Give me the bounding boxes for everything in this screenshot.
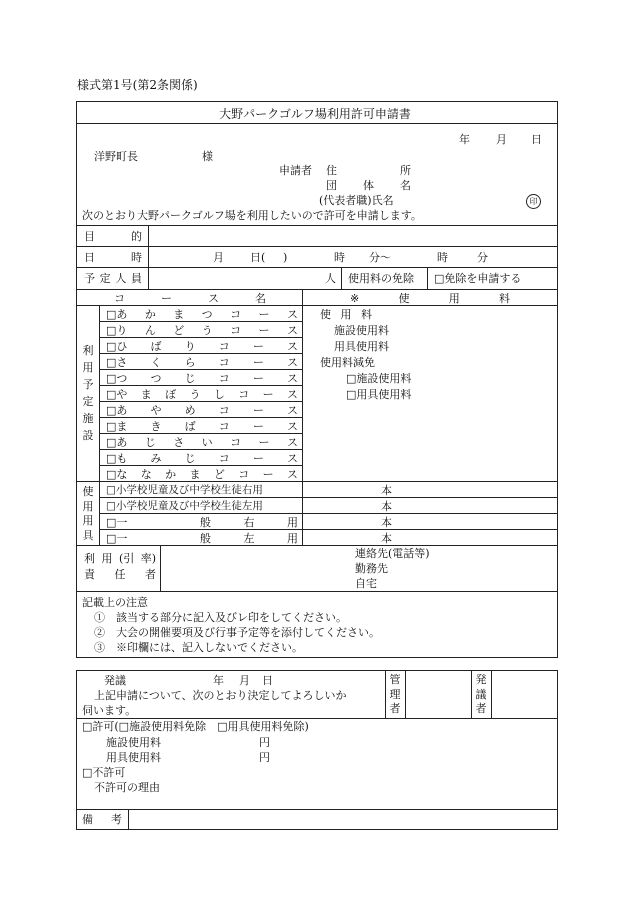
equipment-qty: 本 — [381, 532, 392, 545]
contact-label: 連絡先(電話等) — [355, 547, 430, 560]
deny-reason-label: 不許可の理由 — [94, 781, 160, 794]
course-option[interactable]: □さ く ら コ ー ス — [106, 356, 298, 369]
date-day: 日 — [531, 133, 542, 146]
seal-mark: 印 — [526, 194, 541, 209]
permit-equipment-fee-yen: 円 — [259, 751, 270, 764]
dt-hour-end: 時 — [437, 251, 448, 264]
course-option[interactable]: □ま き ば コ ー ス — [106, 420, 298, 433]
date-year: 年 — [459, 133, 470, 146]
dt-minute-end: 分 — [477, 251, 488, 264]
workplace-label: 勤務先 — [355, 562, 388, 575]
proposer-label: 発 議 者 — [475, 673, 487, 715]
draft-year: 年 — [213, 674, 224, 687]
form-number: 様式第1号(第2条関係) — [77, 78, 198, 92]
purpose-label: 目 的 — [84, 230, 142, 243]
fee-reduction-label: 使用料減免 — [320, 356, 375, 369]
date-month: 月 — [496, 133, 507, 146]
reduction-facility-checkbox[interactable]: □施設使用料 — [346, 372, 412, 385]
fee-header: ※ 使 用 料 — [350, 292, 510, 305]
course-option[interactable]: □り ん ど う コ ー ス — [106, 324, 298, 337]
exemption-request-checkbox[interactable]: □免除を申請する — [434, 272, 522, 285]
equipment-qty: 本 — [381, 500, 392, 513]
decision-request-line1: 上記申請について、次のとおり決定してよろしいか — [94, 689, 347, 702]
fee-facility-label: 施設使用料 — [334, 324, 389, 337]
equipment-general-right-label: 般 右 用 — [200, 516, 298, 529]
course-option[interactable]: □な な か ま ど コ ー ス — [106, 468, 298, 481]
permit-equipment-fee-label: 用具使用料 — [106, 751, 161, 764]
dt-hour-start: 時 — [334, 251, 345, 264]
permit-facility-fee-label: 施設使用料 — [106, 736, 161, 749]
equipment-student-left[interactable]: □小学校児童及び中学校生徒左用 — [106, 500, 263, 512]
applicant-label: 申請者 — [279, 164, 312, 177]
fee-equipment-label: 用具使用料 — [334, 340, 389, 353]
draft-label: 発議 — [104, 674, 126, 687]
datetime-label: 日 時 — [84, 251, 142, 264]
permit-checkbox[interactable]: □許可(□施設使用料免除 □用具使用料免除) — [82, 720, 309, 733]
applicant-representative-label: (代表者職)氏名 — [319, 194, 394, 207]
equipment-general-right[interactable]: □一 — [106, 516, 128, 529]
dt-minute-start: 分～ — [369, 251, 391, 264]
notes-title: 記載上の注意 — [82, 596, 148, 609]
reduction-equipment-checkbox[interactable]: □用具使用料 — [346, 388, 412, 401]
course-option[interactable]: □あ か ま つ コ ー ス — [106, 308, 298, 321]
course-option[interactable]: □や ま ぼ う し コ ー ス — [106, 388, 298, 401]
people-label: 予 定 人 員 — [84, 272, 142, 285]
course-option[interactable]: □あ や め コ ー ス — [106, 404, 298, 417]
addressee-honorific: 様 — [202, 150, 213, 163]
home-label: 自宅 — [355, 577, 377, 590]
people-unit: 人 — [325, 272, 336, 285]
decision-request-line2: 伺います。 — [82, 704, 137, 717]
draft-month: 月 — [239, 674, 250, 687]
dt-day: 日( — [250, 251, 266, 264]
equipment-general-left[interactable]: □一 — [106, 532, 128, 545]
dt-month: 月 — [213, 251, 224, 264]
permit-facility-fee-yen: 円 — [259, 736, 270, 749]
course-option[interactable]: □も み じ コ ー ス — [106, 452, 298, 465]
course-option[interactable]: □つ つ じ コ ー ス — [106, 372, 298, 385]
form-title: 大野パークゴルフ場利用許可申請書 — [219, 107, 411, 121]
applicant-address-label: 住 所 — [326, 164, 411, 177]
equipment-group-label: 使 用 用 具 — [82, 485, 94, 542]
remarks-label: 備 考 — [82, 813, 122, 826]
fee-exemption-label: 使用料の免除 — [348, 272, 414, 285]
intro-text: 次のとおり大野パークゴルフ場を利用したいので許可を申請します。 — [82, 209, 422, 222]
applicant-group-label: 団 体 名 — [326, 179, 411, 192]
course-option[interactable]: □ひ ば り コ ー ス — [106, 340, 298, 353]
course-option[interactable]: □あ じ さ い コ ー ス — [106, 436, 298, 449]
fee-usage-label: 使 用 料 — [320, 308, 372, 321]
equipment-general-left-label: 般 左 用 — [200, 532, 298, 545]
manager-label: 管 理 者 — [389, 673, 401, 715]
draft-day: 日 — [262, 674, 273, 687]
note-item: ② 大会の開催要項及び行事予定等を添付してください。 — [94, 626, 380, 639]
equipment-qty: 本 — [381, 484, 392, 497]
note-item: ① 該当する部分に記入及びレ印をしてください。 — [94, 611, 347, 624]
course-header: コ ー ス 名 — [114, 292, 266, 305]
dt-close: ) — [283, 251, 288, 264]
equipment-student-right[interactable]: □小学校児童及び中学校生徒右用 — [106, 484, 263, 496]
equipment-qty: 本 — [381, 516, 392, 529]
addressee-name: 洋野町長 — [94, 150, 138, 163]
deny-checkbox[interactable]: □不許可 — [82, 766, 126, 779]
note-item: ③ ※印欄には、記入しないでください。 — [94, 641, 303, 654]
responsible-label-line2: 責 任 者 — [84, 568, 156, 581]
responsible-label-line1: 利 用 (引 率) — [84, 552, 156, 565]
facility-group-label: 利 用 予 定 施 設 — [82, 344, 94, 442]
